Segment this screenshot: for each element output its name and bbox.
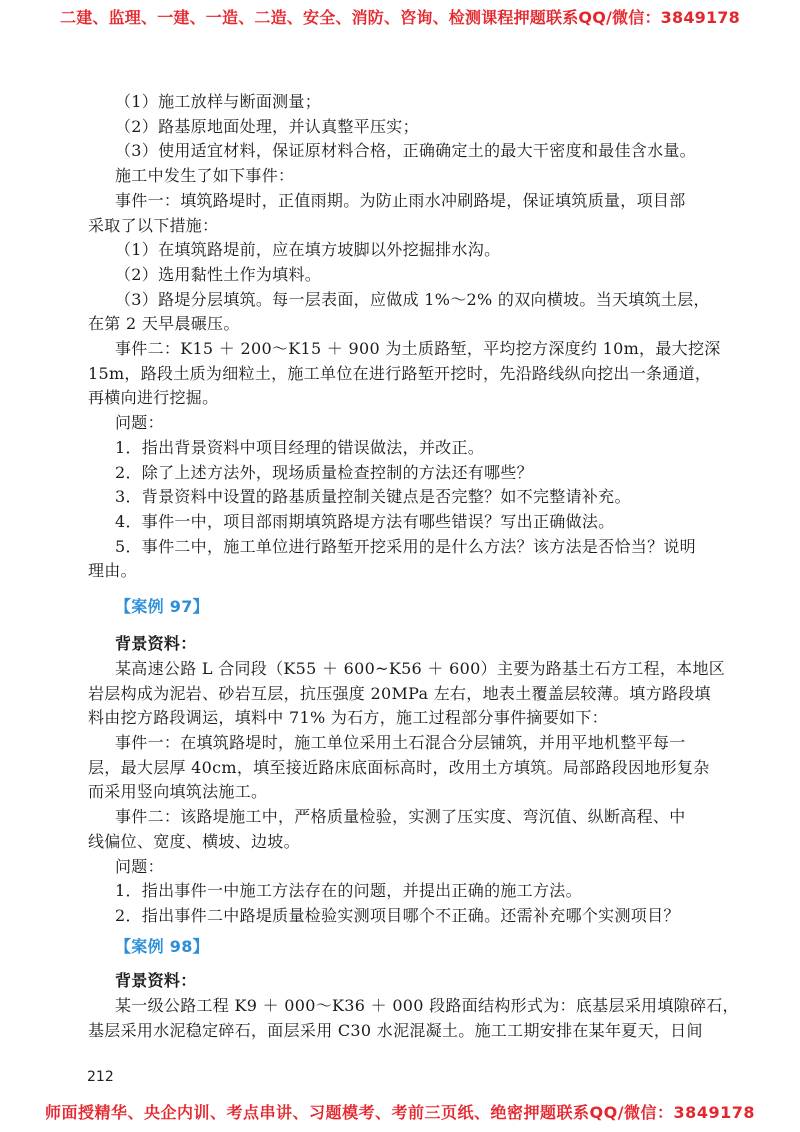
question-item: 4．事件一中，项目部雨期填筑路堤方法有哪些错误？写出正确做法。 — [115, 511, 615, 531]
page-body — [88, 90, 739, 1044]
events-intro: 施工中发生了如下事件： — [115, 166, 295, 186]
event-one-measure: 在第 2 天早晨碾压。 — [88, 314, 240, 334]
question-item: 2．除了上述方法外，现场质量检查控制的方法还有哪些？ — [115, 462, 533, 482]
key-point: （2）路基原地面处理，并认真整平压实； — [115, 116, 419, 136]
background-line: 岩层构成为泥岩、砂岩互层，抗压强度 20MPa 左右，地表土覆盖层较薄。填方路段填 — [88, 683, 711, 703]
case-97 — [88, 595, 728, 929]
previous-case-continued — [88, 90, 728, 584]
question-item: 1．指出事件一中施工方法存在的问题，并提出正确的施工方法。 — [115, 881, 582, 901]
event-one-line: 而采用竖向填筑法施工。 — [88, 782, 268, 802]
event-one-line: 事件一：在填筑路堤时，施工单位采用土石混合分层铺筑，并用平地机整平每一 — [115, 733, 686, 753]
page-number: 212 — [87, 1069, 114, 1085]
question-item: 3．背景资料中设置的路基质量控制关键点是否完整？如不完整请补充。 — [115, 487, 631, 507]
question-item: 理由。 — [88, 561, 137, 581]
case-title: 【案例 98】 — [115, 936, 209, 956]
background-line: 某高速公路 L 合同段（K55 ＋ 600~K56 ＋ 600）主要为路基土石方工程，本地区 — [115, 658, 726, 678]
key-point: （1）施工放样与断面测量； — [115, 92, 322, 111]
background-line: 料由挖方路段调运，填料中 71% 为石方，施工过程部分事件摘要如下： — [88, 708, 608, 728]
event-two-line: 15m，路段土质为细粒土，施工单位在进行路堑开挖时，先沿路线纵向挖出一条通道， — [88, 363, 712, 383]
key-point: （3）使用适宜材料，保证原材料合格，正确确定土的最大干密度和最佳含水量。 — [115, 141, 696, 161]
top-banner: 二建、监理、一建、一造、二造、安全、消防、咨询、检测课程押题联系QQ/微信：3849178 — [60, 8, 740, 27]
event-one-measure: （3）路堤分层填筑。每一层表面，应做成 1%～2% 的双向横坡。当天填筑土层， — [115, 289, 710, 309]
question-item: 5．事件二中，施工单位进行路堑开挖采用的是什么方法？该方法是否恰当？说明 — [115, 536, 696, 556]
event-two-line: 事件二：该路堤施工中，严格质量检验，实测了压实度、弯沉值、纵断高程、中 — [115, 807, 686, 827]
question-item: 1．指出背景资料中项目经理的错误做法，并改正。 — [115, 437, 485, 457]
background-label: 背景资料： — [115, 634, 197, 654]
background-line: 某一级公路工程 K9 ＋ 000～K36 ＋ 000 段路面结构形式为：底基层采用填隙碎石， — [115, 996, 739, 1016]
event-one-measure: （1）在填筑路堤前，应在填方坡脚以外挖掘排水沟。 — [115, 240, 501, 260]
event-two-line: 再横向进行挖掘。 — [88, 388, 219, 408]
case-98 — [88, 935, 739, 1044]
event-one-line: 事件一：填筑路堤时，正值雨期。为防止雨水冲刷路堤，保证填筑质量，项目部 — [115, 190, 686, 210]
event-one-line: 采取了以下措施： — [88, 215, 219, 235]
event-one-measure: （2）选用黏性土作为填料。 — [115, 264, 322, 284]
bottom-banner: 师面授精华、央企内训、考点串讲、习题模考、考前三页纸、绝密押题联系QQ/微信：3849178 — [45, 1103, 755, 1122]
question-item: 2．指出事件二中路堤质量检验实测项目哪个不正确。还需补充哪个实测项目？ — [115, 906, 680, 925]
background-label: 背景资料： — [115, 971, 197, 991]
event-two-line: 线偏位、宽度、横坡、边坡。 — [88, 831, 300, 851]
background-line: 基层采用水泥稳定碎石，面层采用 C30 水泥混凝土。施工工期安排在某年夏天，日间 — [88, 1020, 703, 1040]
event-two-line: 事件二：K15 ＋ 200～K15 ＋ 900 为土质路堑，平均挖方深度约 10m，最大挖深 — [115, 339, 721, 359]
case-title: 【案例 97】 — [115, 597, 209, 617]
event-one-line: 层，最大层厚 40cm，填至接近路床底面标高时，改用土方填筑。局部路段因地形复杂 — [88, 757, 710, 777]
questions-label: 问题： — [115, 413, 164, 433]
questions-label: 问题： — [115, 856, 164, 876]
